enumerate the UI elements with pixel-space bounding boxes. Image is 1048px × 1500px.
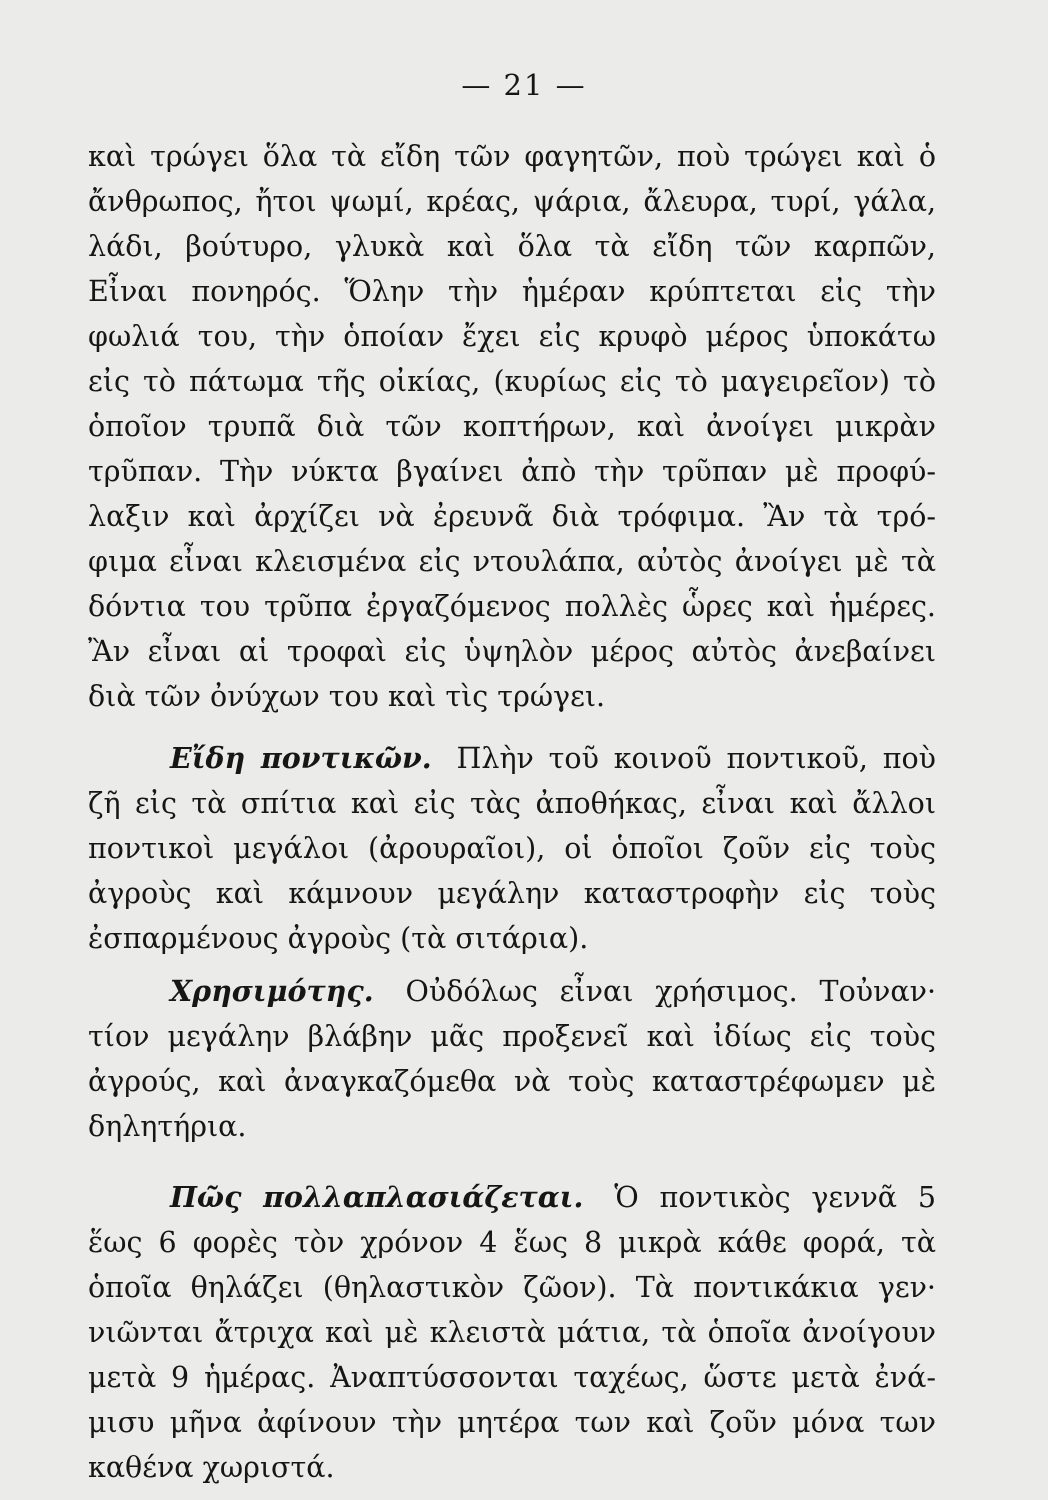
text-line: ἕως 6 φορὲς τὸν χρόνον 4 ἕως 8 μικρὰ κάθε φορά, τὰ	[88, 1226, 936, 1259]
text-line: διὰ τῶν ὀνύχων του καὶ τὶς τρώγει.	[88, 680, 606, 713]
text-line: ἀγρούς, καὶ ἀναγκαζόμεθα νὰ τοὺς καταστρέφωμεν μὲ	[88, 1065, 936, 1098]
text-line: μισυ μῆνα ἀφίνουν τὴν μητέρα των καὶ ζοῦν μόνα των	[88, 1406, 936, 1439]
section-heading-species: Εἴδη ποντικῶν.	[170, 741, 432, 775]
text-run: Οὐδόλως εἶναι χρήσιμος. Τοὐναν·	[405, 975, 937, 1008]
text-run: Ὁ ποντικὸς γεννᾶ 5	[614, 1181, 936, 1214]
text-line: ὁποῖα θηλάζει (θηλαστικὸν ζῶον). Τὰ ποντικάκια γεν·	[88, 1271, 936, 1304]
text-line: λάδι, βούτυρο, γλυκὰ καὶ ὅλα τὰ εἴδη τῶν καρπῶν,	[88, 230, 936, 263]
text-line: ζῆ εἰς τὰ σπίτια καὶ εἰς τὰς ἀποθήκας, εἶναι καὶ ἄλλοι	[88, 787, 936, 820]
paragraph-reproduction	[88, 1175, 936, 1490]
text-run: Πλὴν τοῦ κοινοῦ ποντικοῦ, ποὺ	[456, 742, 936, 775]
paragraph-mouse-habits	[88, 134, 936, 719]
text-line: καὶ τρώγει ὅλα τὰ εἴδη τῶν φαγητῶν, ποὺ τρώγει καὶ ὁ	[88, 140, 936, 173]
page-number: — 21 —	[461, 68, 587, 102]
text-line: Εἶναι πονηρός. Ὅλην τὴν ἡμέραν κρύπτεται εἰς τὴν	[88, 275, 936, 308]
page-body	[88, 134, 936, 1490]
text-line: δόντια του τρῦπα ἐργαζόμενος πολλὲς ὧρες καὶ ἡμέρες.	[88, 590, 936, 623]
text-line: τρῦπαν. Τὴν νύκτα βγαίνει ἀπὸ τὴν τρῦπαν μὲ προφύ-	[88, 455, 936, 488]
text-line: καθένα χωριστά.	[88, 1451, 335, 1484]
text-line: φιμα εἶναι κλεισμένα εἰς ντουλάπα, αὐτὸς ἀνοίγει μὲ τὰ	[88, 545, 936, 578]
text-line: εἰς τὸ πάτωμα τῆς οἰκίας, (κυρίως εἰς τὸ μαγειρεῖον) τὸ	[88, 365, 936, 398]
text-line: ἄνθρωπος, ἤτοι ψωμί, κρέας, ψάρια, ἄλευρα, τυρί, γάλα,	[88, 185, 936, 218]
text-line: ἀγροὺς καὶ κάμνουν μεγάλην καταστροφὴν εἰς τοὺς	[88, 877, 936, 910]
text-line: δηλητήρια.	[88, 1110, 247, 1143]
paragraph-usefulness	[88, 969, 936, 1149]
text-line: ποντικοὶ μεγάλοι (ἀρουραῖοι), οἱ ὁποῖοι ζοῦν εἰς τοὺς	[88, 832, 936, 865]
text-line: φωλιά του, τὴν ὁποίαν ἔχει εἰς κρυφὸ μέρος ὑποκάτω	[88, 320, 936, 353]
text-line	[88, 969, 936, 1014]
text-line: τίον μεγάλην βλάβην μᾶς προξενεῖ καὶ ἰδίως εἰς τοὺς	[88, 1020, 936, 1053]
text-line	[88, 1175, 936, 1220]
paragraph-mouse-species	[88, 736, 936, 961]
text-line	[88, 736, 936, 781]
text-line: λαξιν καὶ ἀρχίζει νὰ ἐρευνᾶ διὰ τρόφιμα. Ἂν τὰ τρό-	[88, 500, 936, 533]
text-line: ὁποῖον τρυπᾶ διὰ τῶν κοπτήρων, καὶ ἀνοίγει μικρὰν	[88, 410, 936, 443]
section-heading-usefulness: Χρησιμότης.	[170, 974, 374, 1008]
text-line: Ἂν εἶναι αἱ τροφαὶ εἰς ὑψηλὸν μέρος αὐτὸς ἀνεβαίνει	[88, 635, 936, 668]
text-line: νιῶνται ἄτριχα καὶ μὲ κλειστὰ μάτια, τὰ ὁποῖα ἀνοίγουν	[88, 1316, 936, 1349]
text-line: ἐσπαρμένους ἀγροὺς (τὰ σιτάρια).	[88, 922, 589, 955]
text-line: μετὰ 9 ἡμέρας. Ἀναπτύσσονται ταχέως, ὥστε μετὰ ἐνά-	[88, 1361, 936, 1394]
section-heading-reproduction: Πῶς πολλαπλασιάζεται.	[170, 1180, 584, 1214]
